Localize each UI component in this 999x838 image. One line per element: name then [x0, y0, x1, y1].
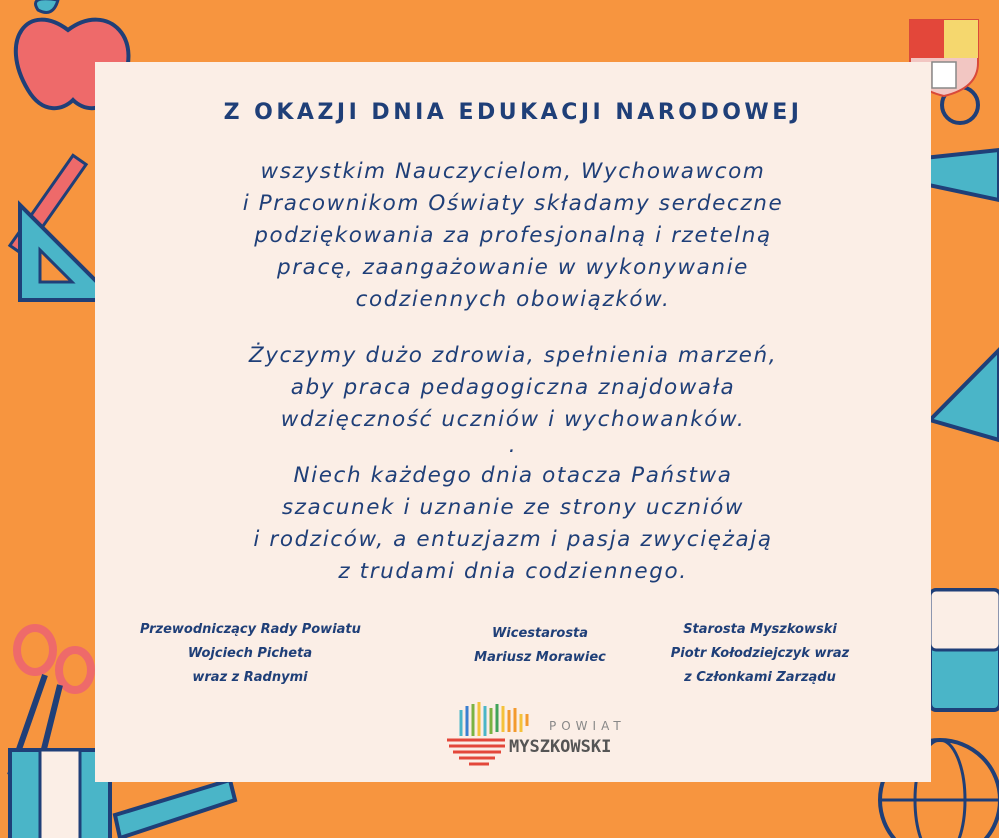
logo-top-text: POWIAT — [549, 719, 625, 733]
logo-main-text: MYSZKOWSKI — [509, 737, 612, 757]
greeting-card — [95, 62, 931, 782]
signature-vice-starost — [430, 622, 650, 670]
text-line: aby praca pedagogiczna znajdowała — [290, 375, 736, 400]
logo-graphic — [445, 696, 625, 771]
text-line: wdzięczność uczniów i wychowanków. — [280, 407, 746, 432]
signature-line: Piotr Kołodziejczyk wraz — [670, 646, 850, 661]
text-line: Niech każdego dnia otacza Państwa — [293, 463, 733, 488]
text-line: . — [508, 433, 518, 458]
text-line: wszystkim Nauczycielom, Wychowawcom — [260, 159, 766, 184]
signature-line: Wojciech Picheta — [187, 646, 313, 661]
text-line: pracę, zaangażowanie w wykonywanie — [277, 255, 749, 280]
paragraph-wishes — [95, 340, 931, 456]
eraser-right-icon — [920, 580, 999, 730]
signature-starost — [645, 618, 875, 690]
signature-council — [140, 618, 360, 690]
signature-line: z Członkami Zarządu — [684, 670, 836, 685]
text-line: i Pracownikom Oświaty składamy serdeczne — [242, 191, 784, 216]
powiat-logo — [445, 696, 625, 771]
signature-line: wraz z Radnymi — [192, 670, 308, 685]
text-line: i rodziców, a entuzjazm i pasja zwyciężają — [253, 527, 773, 552]
text-line: Życzymy dużo zdrowia, spełnienia marzeń, — [248, 343, 778, 368]
text-line: z trudami dnia codziennego. — [338, 559, 688, 584]
paragraph-thanks — [95, 156, 931, 316]
signature-line: Starosta Myszkowski — [683, 622, 837, 637]
text-line: codziennych obowiązków. — [355, 287, 671, 312]
signature-line: Mariusz Morawiec — [474, 650, 606, 665]
text-line: podziękowania za profesjonalną i rzetelną — [254, 223, 772, 248]
card-title: Z OKAZJI DNIA EDUKACJI NARODOWEJ — [223, 100, 803, 125]
stapler-icon — [110, 775, 240, 838]
paragraph-respect — [95, 460, 931, 588]
signature-line: Wicestarosta — [491, 626, 589, 641]
text-line: szacunek i uznanie ze strony uczniów — [281, 495, 745, 520]
signature-line: Przewodniczący Rady Powiatu — [140, 622, 361, 637]
ruler-triangle-icon — [920, 340, 999, 450]
